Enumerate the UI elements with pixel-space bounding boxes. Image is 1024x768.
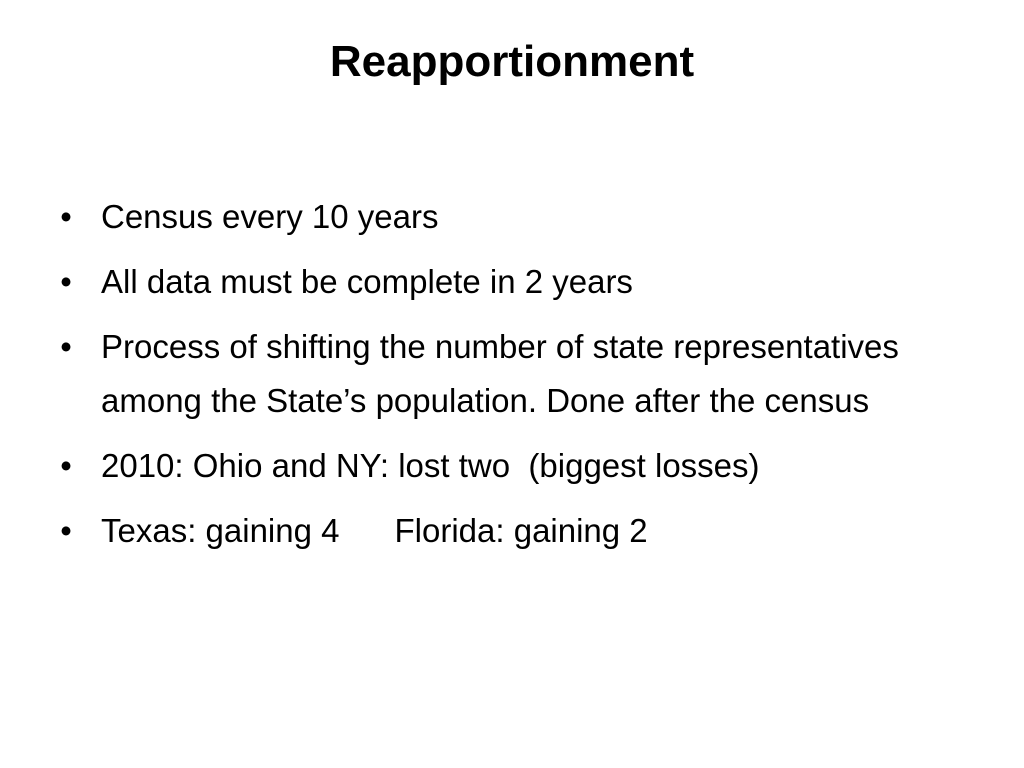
bullet-item [56, 439, 986, 493]
bullet-item [56, 190, 986, 244]
bullet-icon: • [60, 447, 72, 484]
bullet-icon: • [60, 512, 72, 549]
bullet-text: 2010: Ohio and NY: lost two (biggest losses) [101, 447, 760, 484]
slide-title: Reapportionment [329, 37, 695, 86]
bullet-text: All data must be complete in 2 years [101, 263, 633, 300]
bullet-icon: • [60, 328, 72, 365]
bullet-list [56, 190, 986, 569]
bullet-item [56, 320, 986, 428]
bullet-item [56, 255, 986, 309]
bullet-icon: • [60, 198, 72, 235]
bullet-text: Census every 10 years [101, 198, 439, 235]
bullet-icon: • [60, 263, 72, 300]
bullet-item [56, 504, 986, 558]
bullet-text: Texas: gaining 4 Florida: gaining 2 [101, 512, 648, 549]
bullet-text: Process of shifting the number of state representatives among the State’s population. Done after the census [101, 328, 909, 419]
